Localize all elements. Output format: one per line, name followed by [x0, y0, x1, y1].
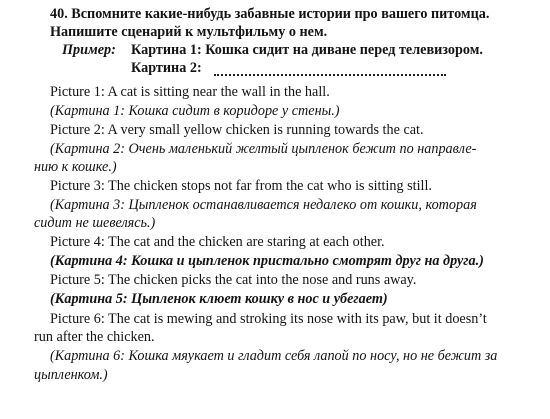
blank-dotted-line [214, 64, 446, 76]
picture6-english-line2: run after the chicken. [34, 329, 155, 345]
task-text-line1: Вспомните какие-нибудь забавные истории про вашего питомца. [71, 6, 490, 22]
exercise-number: 40. [50, 6, 68, 22]
example-picture2-label: Картина 2: [131, 60, 202, 76]
example-label: Пример: [62, 42, 116, 58]
picture2-english: Picture 2: A very small yellow chicken is running towards the cat. [50, 122, 424, 138]
picture5-english: Picture 5: The chicken picks the cat into the nose and runs away. [50, 272, 417, 288]
picture1-russian: (Картина 1: Кошка сидит в коридоре у стены.) [50, 103, 340, 119]
picture2-russian-line2: нию к кошке.) [34, 159, 117, 175]
picture3-english: Picture 3: The chicken stops not far from the cat who is sitting still. [50, 178, 432, 194]
picture2-russian-line1: (Картина 2: Очень маленький желтый цыпленок бежит по направле- [50, 141, 477, 157]
picture4-russian: (Картина 4: Кошка и цыпленок пристально смотрят друг на друга.) [50, 253, 484, 269]
task-text-line2: Напишите сценарий к мультфильму о нем. [50, 24, 328, 40]
picture6-russian-line2: цыпленком.) [34, 367, 108, 383]
picture3-russian-line2: сидит не шевелясь.) [34, 215, 156, 231]
task-heading-line1 [50, 4, 489, 24]
picture4-english: Picture 4: The cat and the chicken are staring at each other. [50, 234, 385, 250]
picture3-russian-line1: (Картина 3: Цыпленок останавливается недалеко от кошки, которая [50, 197, 477, 213]
picture1-english: Picture 1: A cat is sitting near the wall in the hall. [50, 84, 330, 100]
picture6-english-line1: Picture 6: The cat is mewing and stroking its nose with its paw, but it doesn’t [50, 311, 487, 327]
picture6-russian-line1: (Картина 6: Кошка мяукает и гладит себя лапой по носу, но не бежит за [50, 348, 498, 364]
picture5-russian: (Картина 5: Цыпленок клюет кошку в нос и убегает) [50, 291, 388, 307]
example-picture1: Картина 1: Кошка сидит на диване перед телевизором. [131, 42, 483, 58]
